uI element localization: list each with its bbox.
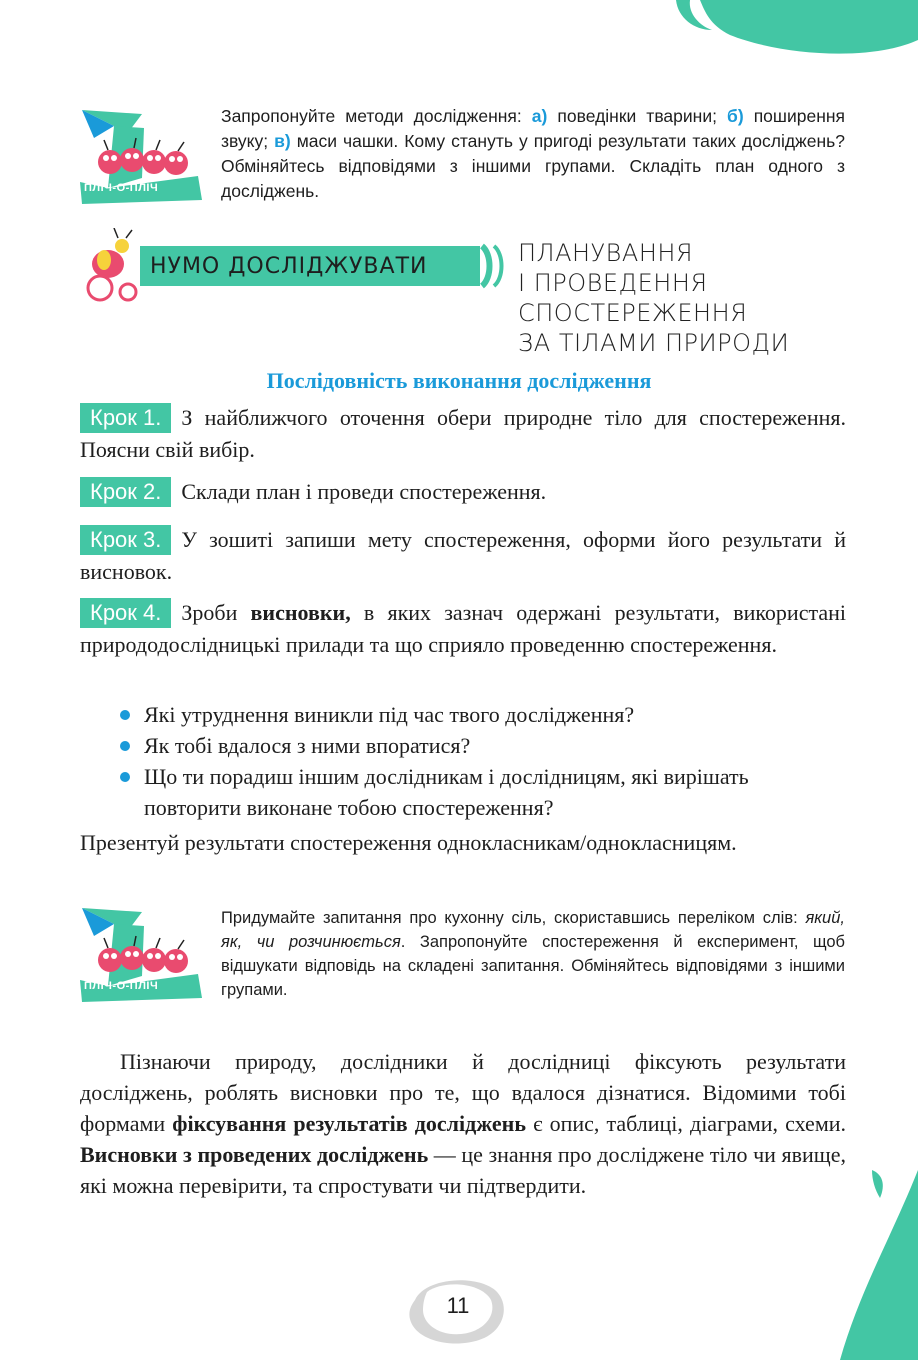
step-tag: Крок 3. xyxy=(80,525,171,555)
step-tag: Крок 2. xyxy=(80,477,171,507)
sequence-title: Послідовність виконання дослідження xyxy=(266,368,652,393)
final-paragraph: Пізнаючи природу, дослідники й дослідниці фіксують результати досліджень, роблять висновки про те, що вдалося дізнатися. Відомими тобі формами фіксування результатів досліджень є опис, таблиці, діаграми, схеми. Висновки з проведених досліджень — це знання про досліджене тіло чи явище, які можна перевірити, та спростувати чи підтвердити. xyxy=(80,1049,847,1198)
pair-work-logo xyxy=(78,108,208,223)
pair-work-badge: ПЛІЧ-О-ПЛІЧ xyxy=(84,980,159,992)
group-task-1-text: Запропонуйте методи дослідження: а) поведінки тварини; б) поширення звуку; в) маси чашки. Кому стануть у пригоді результати таких досліджень? Обміняйтесь відповідями з іншими групами. Складіть план одного з досліджень. xyxy=(221,106,846,201)
list-item: Як тобі вдалося з ними впоратися? xyxy=(118,730,846,761)
step-4: Крок 4. Зроби висновки, в яких зазнач одержані результати, використані природодослідницькі прилади та що сприяло проведенню спостереження. xyxy=(80,600,847,657)
pair-work-badge: ПЛІЧ-О-ПЛІЧ xyxy=(84,182,159,194)
list-item: Які утруднення виникли під час твого дослідження? xyxy=(118,699,846,730)
banner-title: НУМО ДОСЛІДЖУВАТИ xyxy=(150,254,428,279)
pair-work-icon xyxy=(78,906,208,1016)
pair-work-logo xyxy=(78,906,208,1021)
present-text: Презентуй результати спостереження однокласникам/однокласницям. xyxy=(80,830,737,855)
step-2: Крок 2. Склади план і проведи спостереження. xyxy=(80,476,846,508)
step-tag: Крок 1. xyxy=(80,403,171,433)
page-number: 11 xyxy=(446,1293,470,1318)
group-task-2-text: Придумайте запитання про кухонну сіль, скориставшись переліком слів: який, як, чи розчинюється. Запропонуйте спостереження й експеримент, щоб відшукати відповідь на складені запитання. Обміняйтесь відповідями з іншими групами. xyxy=(221,909,845,999)
step-tag: Крок 4. xyxy=(80,598,171,628)
question-list xyxy=(118,699,846,823)
step-1: Крок 1. З найближчого оточення обери природне тіло для спостереження. Поясни свій вибір. xyxy=(80,405,846,462)
corner-decoration-top xyxy=(660,0,918,60)
pair-work-icon xyxy=(78,108,208,218)
step-3: Крок 3. У зошиті запиши мету спостереження, оформи його результати й висновок. xyxy=(80,527,846,584)
banner-subtitle: ПЛАНУВАННЯ І ПРОВЕДЕННЯ СПОСТЕРЕЖЕННЯ ЗА ТІЛАМИ ПРИРОДИ xyxy=(518,239,790,357)
list-item: Що ти порадиш іншим дослідникам і дослідницям, які вирішать повторити виконане тобою спостереження? xyxy=(118,761,846,823)
